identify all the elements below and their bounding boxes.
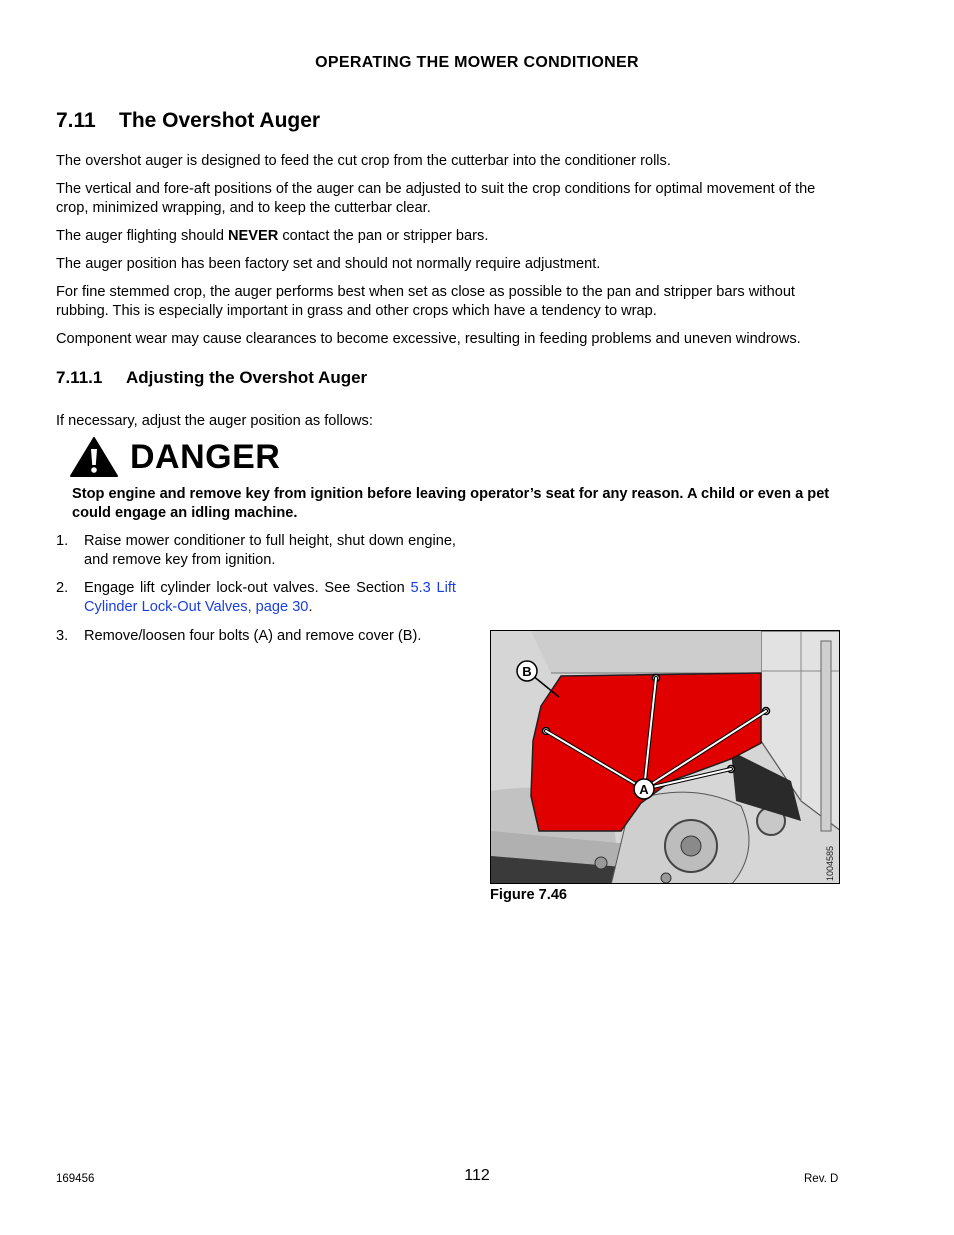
section-heading <box>56 109 320 133</box>
intro-text: If necessary, adjust the auger position as follows: <box>56 413 373 429</box>
step-number: 2. <box>56 580 69 596</box>
revision-label: Rev. D <box>804 1173 839 1185</box>
step-item <box>56 579 456 617</box>
step-text-part: . <box>308 599 313 615</box>
section-title: The Overshot Auger <box>119 109 321 132</box>
section-link[interactable]: 5.3 Lift Cylinder Lock-Out Valves, page 30 <box>84 580 456 615</box>
paragraph: Component wear may cause clearances to become excessive, resulting in feeding problems and uneven windrows. <box>56 331 801 347</box>
paragraph-text: contact the pan or stripper bars. <box>278 228 489 244</box>
step-text-part: Engage lift cylinder lock-out valves. See Section <box>84 580 411 596</box>
callout-a-label: A <box>639 782 649 797</box>
step-number: 1. <box>56 533 69 549</box>
paragraph: For fine stemmed crop, the auger performs best when set as close as possible to the pan and stripper bars without rubbing. This is especially important in grass and other crops which have a tendency to wrap. <box>56 284 795 319</box>
step-item <box>56 627 456 646</box>
page-number: 112 <box>464 1167 490 1184</box>
warning-triangle-icon <box>69 436 119 478</box>
step-item <box>56 532 456 570</box>
figure-image-id: 1004585 <box>825 845 835 881</box>
danger-message: Stop engine and remove key from ignition before leaving operator’s seat for any reason. A child or even a pet could engage an idling machine. <box>72 486 830 521</box>
step-number: 3. <box>56 628 69 644</box>
step-text <box>84 579 456 617</box>
figure-image <box>490 630 840 884</box>
danger-label: DANGER <box>130 438 281 476</box>
paragraph: The auger position has been factory set and should not normally require adjustment. <box>56 256 601 272</box>
figure-caption: Figure 7.46 <box>490 887 568 903</box>
callout-b-label: B <box>522 664 532 679</box>
subsection-heading <box>56 368 367 388</box>
paragraph <box>56 227 848 246</box>
auger-cover-illustration <box>491 631 840 884</box>
step-text: Raise mower conditioner to full height, shut down engine, and remove key from ignition. <box>84 533 456 568</box>
document-number: 169456 <box>56 1173 95 1185</box>
section-number: 7.11 <box>56 109 96 132</box>
emphasis-never: NEVER <box>228 228 279 244</box>
subsection-title: Adjusting the Overshot Auger <box>126 368 368 387</box>
step-text: Remove/loosen four bolts (A) and remove cover (B). <box>84 628 422 644</box>
paragraph: The vertical and fore-aft positions of the auger can be adjusted to suit the crop conditions for optimal movement of the crop, minimized wrapping, and to keep the cutterbar clear. <box>56 181 816 216</box>
paragraph: The overshot auger is designed to feed the cut crop from the cutterbar into the conditioner rolls. <box>56 153 671 169</box>
running-header: OPERATING THE MOWER CONDITIONER <box>315 54 639 71</box>
subsection-number: 7.11.1 <box>56 368 103 387</box>
paragraph-text: The auger flighting should <box>56 228 228 244</box>
